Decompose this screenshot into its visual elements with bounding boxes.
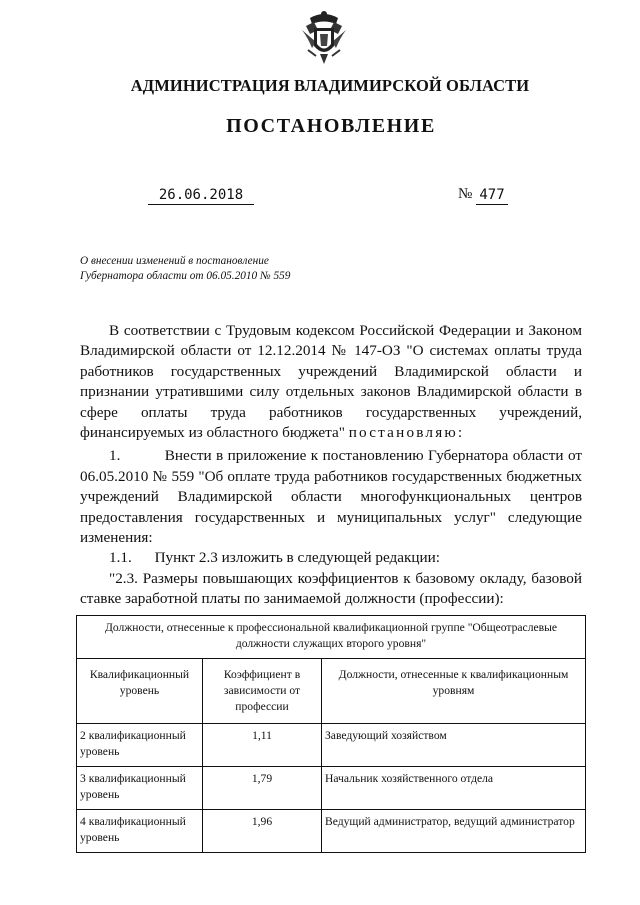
cell-level: 3 квалификационный уровень [77, 767, 203, 810]
column-header-coefficient: Коэффициент в зависимости от профессии [203, 659, 322, 724]
table-row [77, 724, 586, 767]
column-header-level: Квалификационный уровень [77, 659, 203, 724]
document-subject [80, 254, 290, 284]
subject-line-1: О внесении изменений в постановление [80, 255, 269, 267]
coefficients-table [76, 615, 586, 853]
number-label: № [458, 186, 473, 202]
table-group-title: Должности, отнесенные к профессиональной квалификационной группе "Общеотраслевые должности служащих второго уровня" [77, 616, 586, 659]
cell-positions: Заведующий хозяйством [322, 724, 586, 767]
preamble-paragraph [80, 321, 582, 443]
cell-coefficient: 1,79 [203, 767, 322, 810]
table-row [77, 810, 586, 853]
column-header-positions: Должности, отнесенные к квалификационным уровням [322, 659, 586, 724]
quoted-clause: "2.3. Размеры повышающих коэффициентов к базовому окладу, базовой ставке заработной платы по занимаемой должности (профессии): [80, 569, 582, 608]
decree-word: постановляю: [348, 424, 465, 442]
subject-line-2: Губернатора области от 06.05.2010 № 559 [80, 270, 291, 282]
organization-title: АДМИНИСТРАЦИЯ ВЛАДИМИРСКОЙ ОБЛАСТИ [130, 76, 530, 95]
document-body [80, 321, 582, 610]
document-number: 477 [476, 187, 508, 205]
cell-level: 4 квалификационный уровень [77, 810, 203, 853]
cell-coefficient: 1,11 [203, 724, 322, 767]
document-type: ПОСТАНОВЛЕНИЕ [226, 115, 436, 137]
table-row [77, 767, 586, 810]
cell-positions: Ведущий администратор, ведущий администратор [322, 810, 586, 853]
cell-level: 2 квалификационный уровень [77, 724, 203, 767]
cell-coefficient: 1,96 [203, 810, 322, 853]
preamble-text: В соответствии с Трудовым кодексом Российской Федерации и Законом Владимирской области от 12.12.2014 № 147-ОЗ "О системах оплаты труда работников государственных учреждений Владимирской области и признании утратившими силу отдельных законов Владимирской области в сфере оплаты труда работников государственных учреждений, финансируемых из областного бюджета" [80, 322, 582, 442]
item-1-1: 1.1. Пункт 2.3 изложить в следующей редакции: [109, 549, 440, 567]
item-1: 1. Внести в приложение к постановлению Губернатора области от 06.05.2010 № 559 "Об оплате труда работников государственных бюджетных учреждений Владимирской области многофункциональных центров предоставления государственных и муниципальных услуг" следующие изменения: [80, 447, 582, 547]
coat-of-arms-icon [300, 8, 348, 66]
document-date: 26.06.2018 [148, 187, 254, 205]
cell-positions: Начальник хозяйственного отдела [322, 767, 586, 810]
